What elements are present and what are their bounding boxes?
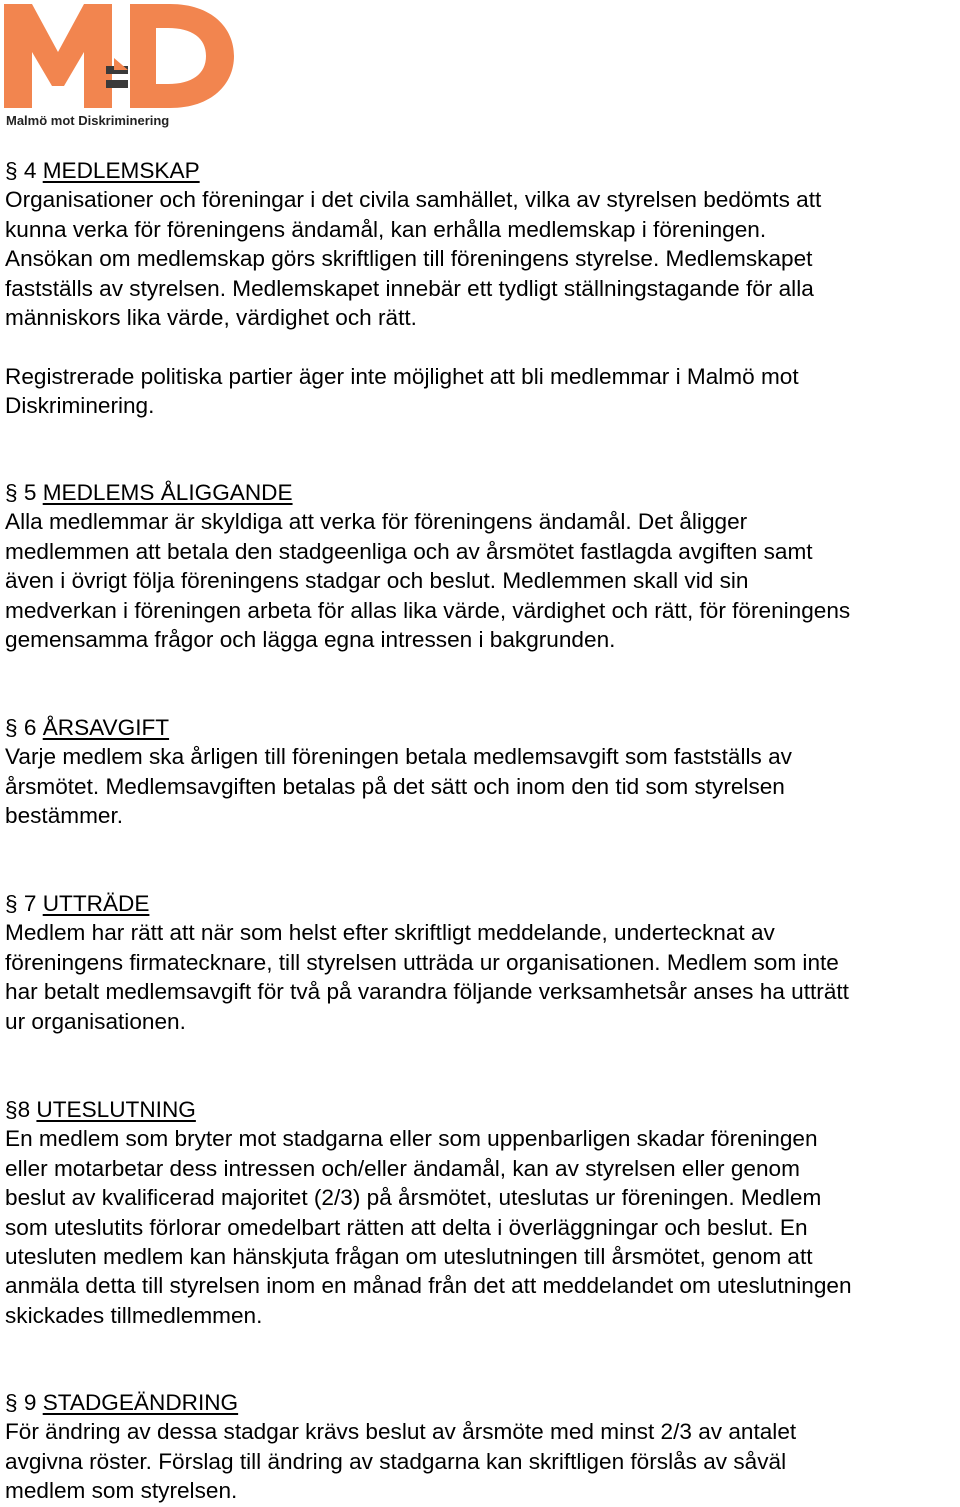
section-heading	[5, 156, 960, 185]
paragraph	[5, 742, 960, 830]
text-line: Organisationer och föreningar i det civila samhället, vilka av styrelsen bedömts att	[5, 187, 822, 213]
logo-caption: Malmö mot Diskriminering	[6, 113, 170, 128]
text-line: föreningens firmatecknare, till styrelsen utträda ur organisationen. Medlem som inte	[5, 949, 839, 975]
section-title: MEDLEMSKAP	[42, 158, 200, 183]
text-line: Ansökan om medlemskap görs skriftligen till föreningens styrelse. Medlemskapet	[5, 246, 813, 272]
text-line: även i övrigt följa föreningens stadgar och beslut. Medlemmen skall vid sin	[5, 568, 749, 594]
section-sign: §	[5, 715, 18, 740]
text-line: årsmötet. Medlemsavgiften betalas på det sätt och inom den tid som styrelsen	[5, 773, 785, 799]
paragraph	[5, 362, 960, 421]
section-sign: §	[5, 480, 18, 505]
text-line: medlem som styrelsen.	[5, 1478, 238, 1504]
text-line: ur organisationen.	[5, 1008, 186, 1034]
section-heading	[5, 713, 960, 742]
text-line: bestämmer.	[5, 803, 124, 829]
section-number: 7	[17, 891, 43, 916]
text-line: människors lika värde, värdighet och rätt.	[5, 305, 417, 331]
section-title: UTESLUTNING	[36, 1097, 196, 1122]
text-line: För ändring av dessa stadgar krävs beslut av årsmöte med minst 2/3 av antalet	[5, 1419, 797, 1445]
section-5	[5, 478, 960, 654]
section-6	[5, 713, 960, 831]
section-sign: §	[5, 1390, 18, 1415]
text-line: fastställs av styrelsen. Medlemskapet innebär ett tydligt ställningstagande för alla	[5, 275, 814, 301]
text-line: medverkan i föreningen arbeta för allas lika värde, värdighet och rätt, för föreningens	[5, 597, 851, 623]
text-line: beslut av kvalificerad majoritet (2/3) på årsmötet, uteslutas ur föreningen. Medlem	[5, 1185, 822, 1211]
text-line: kunna verka för föreningens ändamål, kan erhålla medlemskap i föreningen.	[5, 216, 767, 242]
paragraph	[5, 918, 960, 1036]
paragraph	[5, 1124, 960, 1330]
section-heading	[5, 1095, 960, 1124]
text-line: Alla medlemmar är skyldiga att verka för föreningens ändamål. Det åligger	[5, 509, 748, 535]
text-line: Varje medlem ska årligen till föreningen betala medlemsavgift som fastställs av	[5, 744, 792, 770]
section-number: 6	[17, 715, 43, 740]
text-line: Registrerade politiska partier äger inte möjlighet att bli medlemmar i Malmö mot	[5, 363, 799, 389]
section-4	[5, 156, 960, 421]
section-title: ÅRSAVGIFT	[42, 715, 170, 740]
section-title: STADGEÄNDRING	[42, 1390, 239, 1415]
section-title: MEDLEMS ÅLIGGANDE	[42, 480, 293, 505]
text-line: gemensamma frågor och lägga egna intressen i bakgrunden.	[5, 627, 616, 653]
section-number: 4	[17, 158, 43, 183]
section-heading	[5, 478, 960, 507]
section-title: UTTRÄDE	[42, 891, 150, 916]
section-9	[5, 1388, 960, 1506]
section-heading	[5, 1388, 960, 1417]
section-heading	[5, 889, 960, 918]
text-line: skickades tillmedlemmen.	[5, 1302, 263, 1328]
text-line: Medlem har rätt att när som helst efter skriftligt meddelande, undertecknat av	[5, 920, 775, 946]
section-number: 5	[17, 480, 43, 505]
section-number: 9	[17, 1390, 43, 1415]
section-sign: §	[5, 1097, 18, 1122]
logo-mark	[2, 0, 236, 112]
section-7	[5, 889, 960, 1036]
logo	[2, 0, 236, 130]
paragraph	[5, 185, 960, 332]
text-line: har betalt medlemsavgift för två på varandra följande verksamhetsår anses ha utträtt	[5, 979, 849, 1005]
text-line: eller motarbetar dess intressen och/eller ändamål, kan av styrelsen eller genom	[5, 1155, 800, 1181]
text-line: En medlem som bryter mot stadgarna eller som uppenbarligen skadar föreningen	[5, 1126, 818, 1152]
paragraph	[5, 1417, 960, 1505]
section-sign: §	[5, 891, 18, 916]
text-line: som uteslutits förlorar omedelbart rätten att delta i överläggningar och beslut. En	[5, 1214, 808, 1240]
paragraph	[5, 507, 960, 654]
section-sign: §	[5, 158, 18, 183]
section-number: 8	[17, 1097, 37, 1122]
section-8	[5, 1095, 960, 1330]
text-line: Diskriminering.	[5, 393, 155, 419]
text-line: anmäla detta till styrelsen inom en månad från det att meddelandet om uteslutningen	[5, 1273, 852, 1299]
text-line: avgivna röster. Förslag till ändring av stadgarna kan skriftligen förslås av såväl	[5, 1448, 787, 1474]
text-line: medlemmen att betala den stadgeenliga och av årsmötet fastlagda avgiften samt	[5, 538, 813, 564]
text-line: utesluten medlem kan hänskjuta frågan om uteslutningen till årsmötet, genom att	[5, 1244, 813, 1270]
